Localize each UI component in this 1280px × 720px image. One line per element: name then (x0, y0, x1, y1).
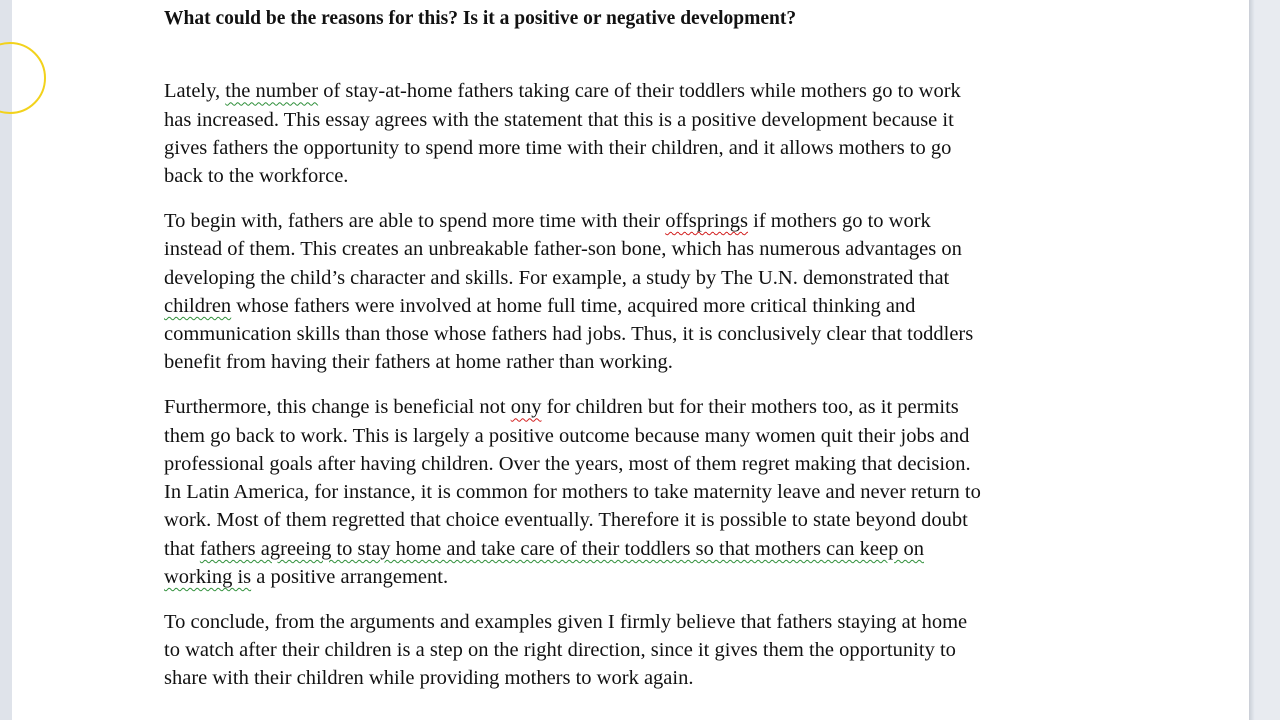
text-line (164, 563, 1079, 591)
text-line (164, 636, 1079, 664)
text-line (164, 348, 1079, 376)
text-segment: that (164, 537, 200, 560)
text-segment: To conclude, from the arguments and examples given I firmly believe that fathers staying at home (164, 610, 968, 633)
grammar-error-mark: children (164, 294, 232, 317)
text-line (164, 162, 1079, 190)
text-segment: work. Most of them regretted that choice eventually. Therefore it is possible to state beyond doubt (164, 509, 968, 532)
text-line (164, 450, 1079, 478)
text-segment: if mothers go to work (748, 209, 931, 232)
text-line (164, 320, 1079, 348)
text-segment: them go back to work. This is largely a positive outcome because many women quit their jobs and (164, 424, 970, 447)
text-segment: communication skills than those whose fathers had jobs. Thus, it is conclusively clear that toddlers (164, 323, 974, 346)
text-segment: of stay-at-home fathers taking care of their toddlers while mothers go to work (318, 80, 961, 103)
text-line (164, 478, 1079, 506)
text-segment: back to the workforce. (164, 165, 349, 188)
paragraph (164, 608, 1079, 693)
text-line (164, 506, 1079, 534)
text-segment: Furthermore, this change is beneficial not (164, 396, 511, 419)
grammar-error-mark: the number (225, 80, 319, 103)
text-segment: instead of them. This creates an unbreakable father-son bone, which has numerous advantages on (164, 238, 962, 261)
text-line (164, 106, 1079, 134)
text-segment: share with their children while providing mothers to work again. (164, 667, 694, 690)
text-segment: In Latin America, for instance, it is common for mothers to take maternity leave and never return to (164, 481, 981, 504)
text-line (164, 264, 1079, 292)
text-segment: Lately, (164, 80, 226, 103)
grammar-error-mark: working is (164, 566, 252, 589)
text-line (164, 664, 1079, 692)
text-segment: a positive arrangement. (251, 566, 449, 589)
text-segment: to watch after their children is a step on the right direction, since it gives them the opportunity to (164, 639, 956, 662)
essay-paragraphs (164, 77, 1079, 692)
text-line (164, 207, 1079, 235)
spelling-error-mark: offsprings (665, 209, 749, 232)
text-segment: professional goals after having children. Over the years, most of them regret making that decision. (164, 452, 971, 475)
text-line (164, 235, 1079, 263)
text-line (164, 77, 1079, 105)
text-line (164, 608, 1079, 636)
text-segment: for children but for their mothers too, as it permits (541, 396, 959, 419)
text-segment: benefit from having their fathers at home rather than working. (164, 351, 673, 374)
essay-question: What could be the reasons for this? Is it a positive or negative development? (164, 8, 797, 29)
text-segment: has increased. This essay agrees with the statement that this is a positive development because it (164, 108, 954, 131)
text-segment: whose fathers were involved at home full time, acquired more critical thinking and (231, 294, 916, 317)
text-line (164, 134, 1079, 162)
text-line (164, 422, 1079, 450)
right-gutter (1255, 0, 1280, 720)
spelling-error-mark: ony (510, 396, 542, 419)
text-segment: gives fathers the opportunity to spend more time with their children, and it allows mothers to go (164, 136, 952, 159)
paragraph (164, 393, 1079, 591)
text-segment: To begin with, fathers are able to spend more time with their (164, 209, 666, 232)
paragraph (164, 207, 1079, 377)
text-line (164, 292, 1079, 320)
text-segment: developing the child’s character and skills. For example, a study by The U.N. demonstrated that (164, 266, 950, 289)
text-line (164, 393, 1079, 421)
paragraph (164, 77, 1079, 190)
document-body[interactable] (164, 5, 1079, 709)
text-line (164, 535, 1079, 563)
grammar-error-mark: fathers agreeing to stay home and take care of their toddlers so that mothers can keep on (199, 537, 924, 560)
